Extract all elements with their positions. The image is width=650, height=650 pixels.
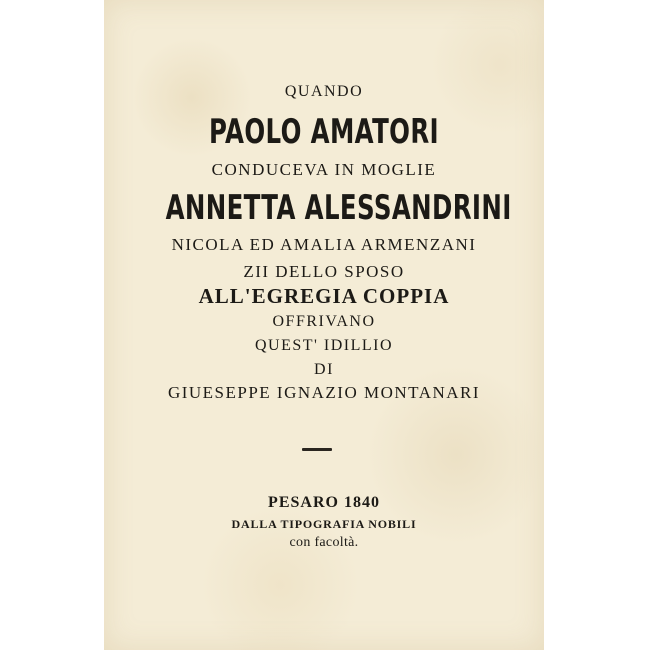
bride-name: ANNETTA ALESSANDRINI <box>165 188 512 228</box>
groom-name: PAOLO AMATORI <box>208 112 440 152</box>
offerers-names: NICOLA ED AMALIA ARMENZANI <box>171 235 477 254</box>
dedication-line-quando: QUANDO <box>284 83 364 100</box>
imprint-printer: DALLA TIPOGRAFIA NOBILI <box>231 517 417 531</box>
dedication-line-offrivano: OFFRIVANO <box>272 313 376 330</box>
dedication-line-di: DI <box>314 361 334 378</box>
title-page <box>104 0 544 650</box>
author-name: GIUESEPPE IGNAZIO MONTANARI <box>167 383 481 402</box>
dedication-line-conduceva: CONDUCEVA IN MOGLIE <box>211 160 437 179</box>
dedication-to-couple: ALL'EGREGIA COPPIA <box>198 284 450 308</box>
imprint-permission: con facoltà. <box>289 535 359 550</box>
divider-rule <box>302 448 332 451</box>
work-title: QUEST' IDILLIO <box>254 337 394 354</box>
offerers-relation: ZII DELLO SPOSO <box>243 262 405 281</box>
imprint-place-year: PESARO 1840 <box>268 494 380 511</box>
